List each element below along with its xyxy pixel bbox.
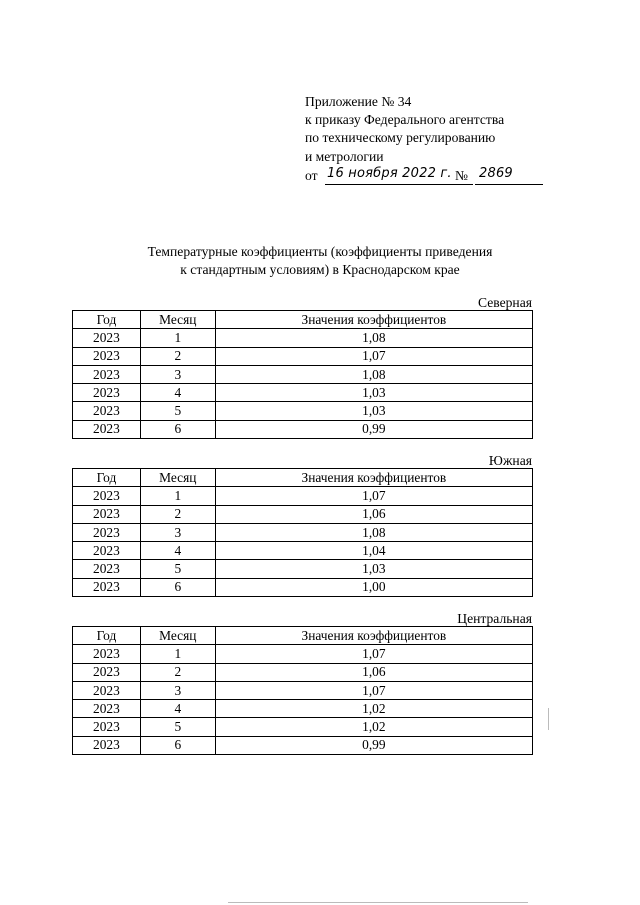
year-cell: 2023	[73, 700, 141, 718]
column-header: Месяц	[140, 627, 215, 645]
table-row	[73, 736, 533, 754]
coefficient-cell: 0,99	[215, 420, 532, 438]
year-cell: 2023	[73, 736, 141, 754]
table-row	[73, 420, 533, 438]
month-cell: 5	[140, 560, 215, 578]
column-header: Значения коэффициентов	[215, 469, 532, 487]
appendix-line: к приказу Федерального агентства	[305, 112, 505, 128]
table-row	[73, 384, 533, 402]
column-header: Год	[73, 311, 141, 329]
month-cell: 6	[140, 736, 215, 754]
month-cell: 3	[140, 523, 215, 541]
month-cell: 6	[140, 578, 215, 596]
from-label: от	[305, 168, 318, 183]
month-cell: 5	[140, 402, 215, 420]
table-header-row	[73, 469, 533, 487]
number-field	[475, 165, 543, 185]
coefficient-cell: 1,03	[215, 402, 532, 420]
appendix-line: и метрологии	[305, 148, 384, 164]
month-cell: 4	[140, 384, 215, 402]
month-cell: 4	[140, 700, 215, 718]
number-label: №	[455, 168, 468, 183]
month-cell: 5	[140, 718, 215, 736]
month-cell: 3	[140, 681, 215, 699]
column-header: Значения коэффициентов	[215, 627, 532, 645]
table-row	[73, 681, 533, 699]
coefficient-cell: 1,04	[215, 542, 532, 560]
table-row	[73, 645, 533, 663]
coefficient-cell: 1,03	[215, 560, 532, 578]
handwritten-date: 16 ноября 2022 г.	[327, 166, 452, 181]
table-row	[73, 523, 533, 541]
table-row	[73, 347, 533, 365]
order-reference	[305, 168, 545, 188]
region-label: Южная	[488, 453, 532, 468]
scan-mark	[548, 708, 549, 730]
coefficient-cell: 1,08	[215, 365, 532, 383]
table-row	[73, 402, 533, 420]
column-header: Значения коэффициентов	[215, 311, 532, 329]
year-cell: 2023	[73, 523, 141, 541]
column-header: Месяц	[140, 469, 215, 487]
column-header: Месяц	[140, 311, 215, 329]
month-cell: 2	[140, 347, 215, 365]
year-cell: 2023	[73, 505, 141, 523]
table-row	[73, 365, 533, 383]
month-cell: 3	[140, 365, 215, 383]
coefficient-cell: 1,08	[215, 329, 532, 347]
month-cell: 1	[140, 487, 215, 505]
year-cell: 2023	[73, 560, 141, 578]
month-cell: 6	[140, 420, 215, 438]
year-cell: 2023	[73, 578, 141, 596]
table-row	[73, 487, 533, 505]
coefficient-cell: 1,07	[215, 681, 532, 699]
year-cell: 2023	[73, 681, 141, 699]
year-cell: 2023	[73, 542, 141, 560]
table-row	[73, 505, 533, 523]
handwritten-number: 2869	[479, 166, 513, 181]
column-header: Год	[73, 627, 141, 645]
table-row	[73, 578, 533, 596]
month-cell: 2	[140, 663, 215, 681]
document-title	[60, 243, 580, 279]
month-cell: 4	[140, 542, 215, 560]
title-line: Температурные коэффициенты (коэффициенты приведения	[147, 244, 493, 259]
table-row	[73, 560, 533, 578]
coefficient-cell: 1,07	[215, 347, 532, 365]
appendix-line: Приложение № 34	[305, 94, 412, 109]
scan-edge	[228, 902, 528, 903]
coefficients-table	[72, 310, 533, 439]
year-cell: 2023	[73, 663, 141, 681]
coefficient-cell: 1,02	[215, 700, 532, 718]
table-row	[73, 718, 533, 736]
coefficient-cell: 1,03	[215, 384, 532, 402]
region-label: Северная	[478, 295, 532, 310]
table-header-row	[73, 311, 533, 329]
date-field	[325, 165, 473, 185]
year-cell: 2023	[73, 347, 141, 365]
coefficient-cell: 1,08	[215, 523, 532, 541]
month-cell: 2	[140, 505, 215, 523]
coefficient-cell: 1,00	[215, 578, 532, 596]
year-cell: 2023	[73, 365, 141, 383]
year-cell: 2023	[73, 329, 141, 347]
year-cell: 2023	[73, 384, 141, 402]
table-row	[73, 700, 533, 718]
coefficient-cell: 1,06	[215, 663, 532, 681]
table-header-row	[73, 627, 533, 645]
year-cell: 2023	[73, 420, 141, 438]
title-line: к стандартным условиям) в Краснодарском крае	[180, 262, 460, 278]
region-label: Центральная	[457, 611, 532, 626]
coefficient-cell: 1,07	[215, 645, 532, 663]
month-cell: 1	[140, 329, 215, 347]
month-cell: 1	[140, 645, 215, 663]
appendix-line: по техническому регулированию	[305, 130, 496, 146]
year-cell: 2023	[73, 402, 141, 420]
year-cell: 2023	[73, 718, 141, 736]
coefficient-cell: 1,02	[215, 718, 532, 736]
coefficient-cell: 1,07	[215, 487, 532, 505]
appendix-header	[305, 93, 504, 166]
coefficient-cell: 0,99	[215, 736, 532, 754]
table-row	[73, 663, 533, 681]
coefficients-table	[72, 626, 533, 755]
coefficients-table	[72, 468, 533, 597]
coefficient-cell: 1,06	[215, 505, 532, 523]
year-cell: 2023	[73, 487, 141, 505]
table-row	[73, 329, 533, 347]
year-cell: 2023	[73, 645, 141, 663]
column-header: Год	[73, 469, 141, 487]
table-row	[73, 542, 533, 560]
